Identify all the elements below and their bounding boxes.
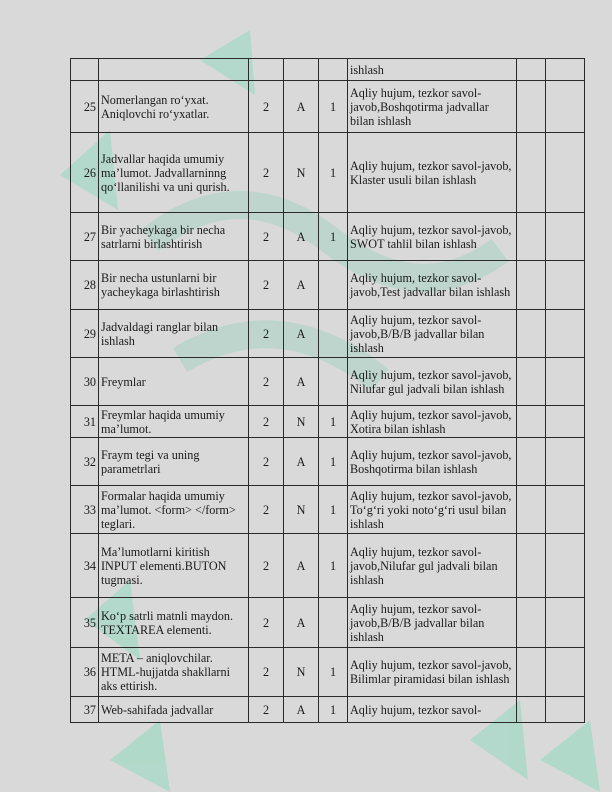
- lesson-number: 32: [71, 438, 99, 486]
- lesson-method: Aqliy hujum, tezkor savol-javob, SWOT tahlil bilan ishlash: [348, 213, 517, 261]
- empty-cell: [517, 697, 546, 723]
- empty-cell: [546, 486, 585, 534]
- table-row: [71, 598, 585, 648]
- lesson-topic: Freymlar haqida umumiy ma’lumot.: [99, 406, 249, 438]
- lesson-count: 1: [319, 133, 348, 213]
- lesson-count: [319, 59, 348, 81]
- empty-cell: [517, 534, 546, 598]
- lesson-count: 1: [319, 534, 348, 598]
- lesson-method: Aqliy hujum, tezkor savol-javob, Nilufar gul jadvali bilan ishlash: [348, 358, 517, 406]
- lesson-number: 33: [71, 486, 99, 534]
- empty-cell: [517, 133, 546, 213]
- empty-cell: [517, 310, 546, 358]
- empty-cell: [546, 133, 585, 213]
- empty-cell: [517, 81, 546, 133]
- lesson-type: A: [284, 213, 319, 261]
- lesson-number: 34: [71, 534, 99, 598]
- empty-cell: [546, 81, 585, 133]
- lesson-number: 29: [71, 310, 99, 358]
- table-row: [71, 406, 585, 438]
- lesson-type: A: [284, 697, 319, 723]
- table-row: [71, 261, 585, 310]
- table-row: [71, 310, 585, 358]
- lesson-count: 1: [319, 648, 348, 697]
- lesson-count: 1: [319, 486, 348, 534]
- empty-cell: [546, 213, 585, 261]
- empty-cell: [517, 598, 546, 648]
- lesson-method: Aqliy hujum, tezkor savol-javob,Test jadvallar bilan ishlash: [348, 261, 517, 310]
- table-row: [71, 59, 585, 81]
- lesson-hours: 2: [249, 133, 284, 213]
- lesson-topic: Fraym tegi va uning parametrlari: [99, 438, 249, 486]
- lesson-method: Aqliy hujum, tezkor savol-javob,Boshqotirma jadvallar bilan ishlash: [348, 81, 517, 133]
- empty-cell: [517, 648, 546, 697]
- lesson-hours: [249, 59, 284, 81]
- table-row: [71, 697, 585, 723]
- lesson-type: A: [284, 310, 319, 358]
- lesson-method: Aqliy hujum, tezkor savol-javob,B/B/B jadvallar bilan ishlash: [348, 598, 517, 648]
- lesson-type: N: [284, 486, 319, 534]
- table-row: [71, 534, 585, 598]
- lesson-topic: Bir necha ustunlarni bir yacheykaga birlashtirish: [99, 261, 249, 310]
- empty-cell: [546, 534, 585, 598]
- lesson-topic: Jadvallar haqida umumiy ma’lumot. Jadvallarninng qo‘llanilishi va uni qurish.: [99, 133, 249, 213]
- lesson-plan-table: [70, 58, 585, 723]
- empty-cell: [546, 59, 585, 81]
- empty-cell: [546, 598, 585, 648]
- lesson-number: 27: [71, 213, 99, 261]
- table-row: [71, 648, 585, 697]
- lesson-hours: 2: [249, 438, 284, 486]
- table-row: [71, 81, 585, 133]
- lesson-method: Aqliy hujum, tezkor savol-javob, Bilimlar piramidasi bilan ishlash: [348, 648, 517, 697]
- lesson-count: [319, 358, 348, 406]
- lesson-topic: Formalar haqida umumiy ma’lumot. <form> </form> teglari.: [99, 486, 249, 534]
- lesson-number: 37: [71, 697, 99, 723]
- empty-cell: [546, 406, 585, 438]
- lesson-hours: 2: [249, 534, 284, 598]
- lesson-type: N: [284, 406, 319, 438]
- empty-cell: [517, 59, 546, 81]
- lesson-count: 1: [319, 406, 348, 438]
- lesson-topic: Ma’lumotlarni kiritish INPUT elementi.BUTON tugmasi.: [99, 534, 249, 598]
- lesson-type: N: [284, 133, 319, 213]
- lesson-count: 1: [319, 81, 348, 133]
- lesson-count: 1: [319, 697, 348, 723]
- lesson-method: ishlash: [348, 59, 517, 81]
- table-row: [71, 438, 585, 486]
- lesson-count: 1: [319, 213, 348, 261]
- lesson-hours: 2: [249, 213, 284, 261]
- lesson-hours: 2: [249, 406, 284, 438]
- lesson-type: A: [284, 438, 319, 486]
- lesson-number: 31: [71, 406, 99, 438]
- lesson-method: Aqliy hujum, tezkor savol-javob, Boshqotirma bilan ishlash: [348, 438, 517, 486]
- lesson-type: [284, 59, 319, 81]
- lesson-topic: [99, 59, 249, 81]
- empty-cell: [517, 261, 546, 310]
- lesson-hours: 2: [249, 598, 284, 648]
- lesson-count: 1: [319, 438, 348, 486]
- empty-cell: [517, 438, 546, 486]
- lesson-count: [319, 261, 348, 310]
- empty-cell: [517, 358, 546, 406]
- empty-cell: [517, 406, 546, 438]
- lesson-topic: Nomerlangan ro‘yxat. Aniqlovchi ro‘yxatlar.: [99, 81, 249, 133]
- lesson-method: Aqliy hujum, tezkor savol-javob,Nilufar gul jadvali bilan ishlash: [348, 534, 517, 598]
- table-row: [71, 133, 585, 213]
- empty-cell: [546, 310, 585, 358]
- empty-cell: [546, 358, 585, 406]
- table-row: [71, 486, 585, 534]
- lesson-type: A: [284, 598, 319, 648]
- table-row: [71, 358, 585, 406]
- lesson-hours: 2: [249, 358, 284, 406]
- lesson-method: Aqliy hujum, tezkor savol-javob,B/B/B jadvallar bilan ishlash: [348, 310, 517, 358]
- lesson-method: Aqliy hujum, tezkor savol-: [348, 697, 517, 723]
- empty-cell: [517, 213, 546, 261]
- lesson-hours: 2: [249, 81, 284, 133]
- lesson-number: 36: [71, 648, 99, 697]
- table-row: [71, 213, 585, 261]
- lesson-method: Aqliy hujum, tezkor savol-javob, To‘g‘ri yoki noto‘g‘ri usul bilan ishlash: [348, 486, 517, 534]
- lesson-topic: META – aniqlovchilar. HTML-hujjatda shakllarni aks ettirish.: [99, 648, 249, 697]
- lesson-type: A: [284, 358, 319, 406]
- empty-cell: [517, 486, 546, 534]
- lesson-number: 26: [71, 133, 99, 213]
- lesson-hours: 2: [249, 697, 284, 723]
- lesson-number: 35: [71, 598, 99, 648]
- lesson-type: A: [284, 81, 319, 133]
- lesson-number: [71, 59, 99, 81]
- lesson-hours: 2: [249, 486, 284, 534]
- lesson-count: [319, 310, 348, 358]
- empty-cell: [546, 648, 585, 697]
- lesson-hours: 2: [249, 261, 284, 310]
- lesson-method: Aqliy hujum, tezkor savol-javob, Klaster usuli bilan ishlash: [348, 133, 517, 213]
- lesson-topic: Web-sahifada jadvallar: [99, 697, 249, 723]
- lesson-count: [319, 598, 348, 648]
- empty-cell: [546, 261, 585, 310]
- lesson-type: N: [284, 648, 319, 697]
- lesson-number: 28: [71, 261, 99, 310]
- lesson-number: 30: [71, 358, 99, 406]
- lesson-topic: Jadvaldagi ranglar bilan ishlash: [99, 310, 249, 358]
- lesson-topic: Bir yacheykaga bir necha satrlarni birlashtirish: [99, 213, 249, 261]
- lesson-topic: Ko‘p satrli matnli maydon. TEXTAREA elementi.: [99, 598, 249, 648]
- lesson-topic: Freymlar: [99, 358, 249, 406]
- empty-cell: [546, 438, 585, 486]
- lesson-number: 25: [71, 81, 99, 133]
- empty-cell: [546, 697, 585, 723]
- lesson-type: A: [284, 534, 319, 598]
- lesson-method: Aqliy hujum, tezkor savol-javob, Xotira bilan ishlash: [348, 406, 517, 438]
- lesson-hours: 2: [249, 310, 284, 358]
- lesson-hours: 2: [249, 648, 284, 697]
- lesson-type: A: [284, 261, 319, 310]
